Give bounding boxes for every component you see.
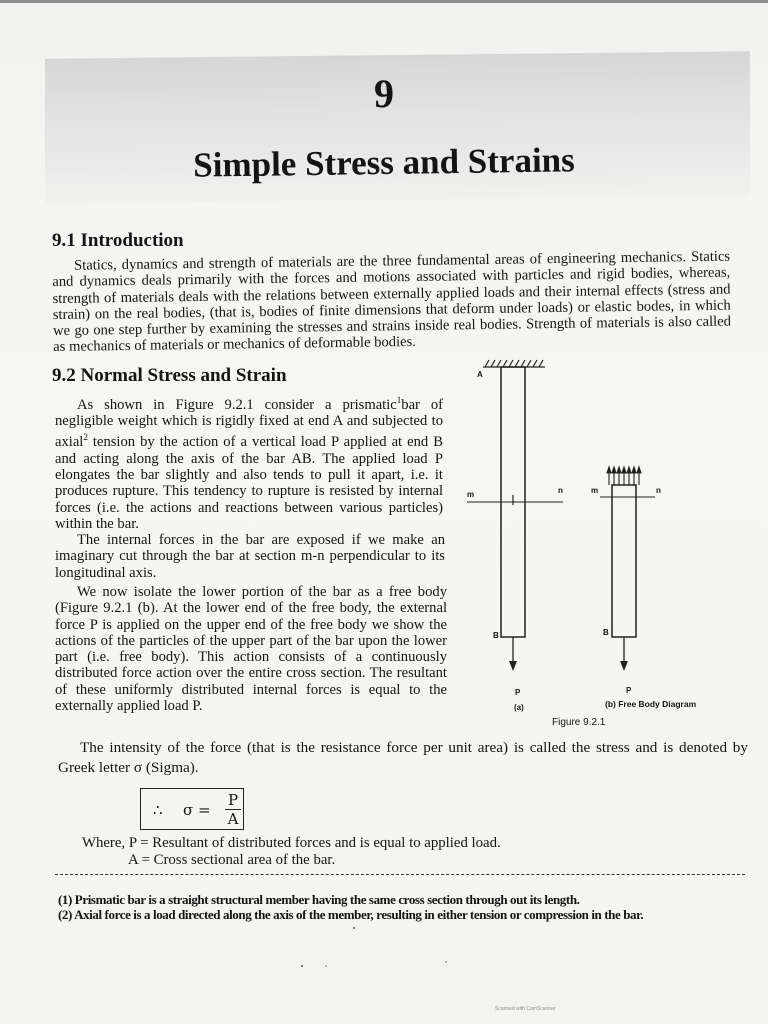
where-line-2: A = Cross sectional area of the bar.	[128, 852, 336, 868]
figure-caption: Figure 9.2.1	[552, 717, 606, 728]
label-n-a: n	[558, 486, 563, 495]
paragraph-free-body-text: We now isolate the lower portion of the bar as a free body (Figure 9.2.1 (b). At the lower end of the free body, the external force P is applied on the upper end of the free body we show the actions of the particles of the upper part of the bar upon the lower part (i.e. free body). This action consists of a continuously distributed force action over the entire cross section. The resultant of these uniformly distributed internal forces is equal to the externally applied load P.	[55, 584, 447, 715]
footnote-2: (2) Axial force is a load directed along the axis of the member, resulting in either tension or compression in the bar.	[58, 907, 644, 922]
chapter-number: 9	[374, 71, 394, 116]
footnote-ref-1: 1	[396, 395, 402, 405]
section-heading-introduction: 9.1 Introduction	[52, 230, 184, 251]
stress-definition-text: The intensity of the force (that is the resistance force per unit area) is called the stress and is denoted by Greek letter σ (Sigma).	[58, 739, 748, 776]
label-m-a: m	[467, 490, 475, 499]
formula-denominator: A	[227, 810, 239, 828]
label-load-p-b: P	[626, 686, 632, 695]
introduction-text: Statics, dynamics and strength of materials are the three fundamental areas of engineering mechanics. Statics and dynamics deals primarily with the forces and motions associated with particles and rigid bodies, whereas, strength of materials deals with the relations between externally applied loads and their internal effects (stress and strain) on the real bodies, (that is, bodies of finite dimensions that deform under loads) or elastic bodes, in which we go one step further by examining the stresses and strains inside real bodies. Strength of materials is also called as mechanics of materials or mechanics of deformable bodies.	[52, 248, 732, 356]
footnote-ref-2: 2	[83, 432, 88, 443]
paragraph-prismatic-text-1: As shown in Figure 9.2.1 consider a prismatic	[77, 396, 397, 413]
caption-a: (a)	[514, 703, 524, 712]
label-load-p-a: P	[515, 688, 521, 697]
formula-lhs: σ =	[183, 801, 211, 819]
paragraph-internal-forces-text: The internal forces in the bar are exposed if we make an imaginary cut through the bar at section m-n perpendicular to its longitudinal axis.	[55, 532, 445, 581]
therefore-symbol: ∴	[153, 801, 163, 819]
section-heading-normal-stress: 9.2 Normal Stress and Strain	[52, 365, 287, 386]
paragraph-prismatic-text-3: tension by the action of a vertical load P applied at end B and acting along the axis of the bar AB. The applied load P elongates the bar slightly and also tends to pull it apart, i.e. it produces rupture. This tendency to rupture is resisted by internal forces (i.e. the actions and reactions between various particles) within the bar.	[55, 434, 443, 532]
scanner-watermark: Scanned with CamScanner	[495, 1006, 556, 1012]
footnote-1: (1) Prismatic bar is a straight structural member having the same cross section through out its length.	[58, 892, 580, 907]
where-line-1: Where, P = Resultant of distributed forces and is equal to applied load.	[82, 835, 501, 851]
label-end-b-b: B	[603, 628, 609, 637]
chapter-title: Simple Stress and Strains	[192, 140, 575, 185]
caption-b: (b) Free Body Diagram	[605, 699, 697, 709]
paragraph-prismatic-text-2: bar of negligible weight which is rigidly fixed at end A and subjected to axial	[55, 396, 443, 451]
label-m-b: m	[591, 486, 599, 495]
formula-numerator: P	[225, 791, 241, 810]
label-end-b-a: B	[493, 631, 499, 640]
label-n-b: n	[656, 486, 661, 495]
label-end-a: A	[477, 370, 483, 379]
